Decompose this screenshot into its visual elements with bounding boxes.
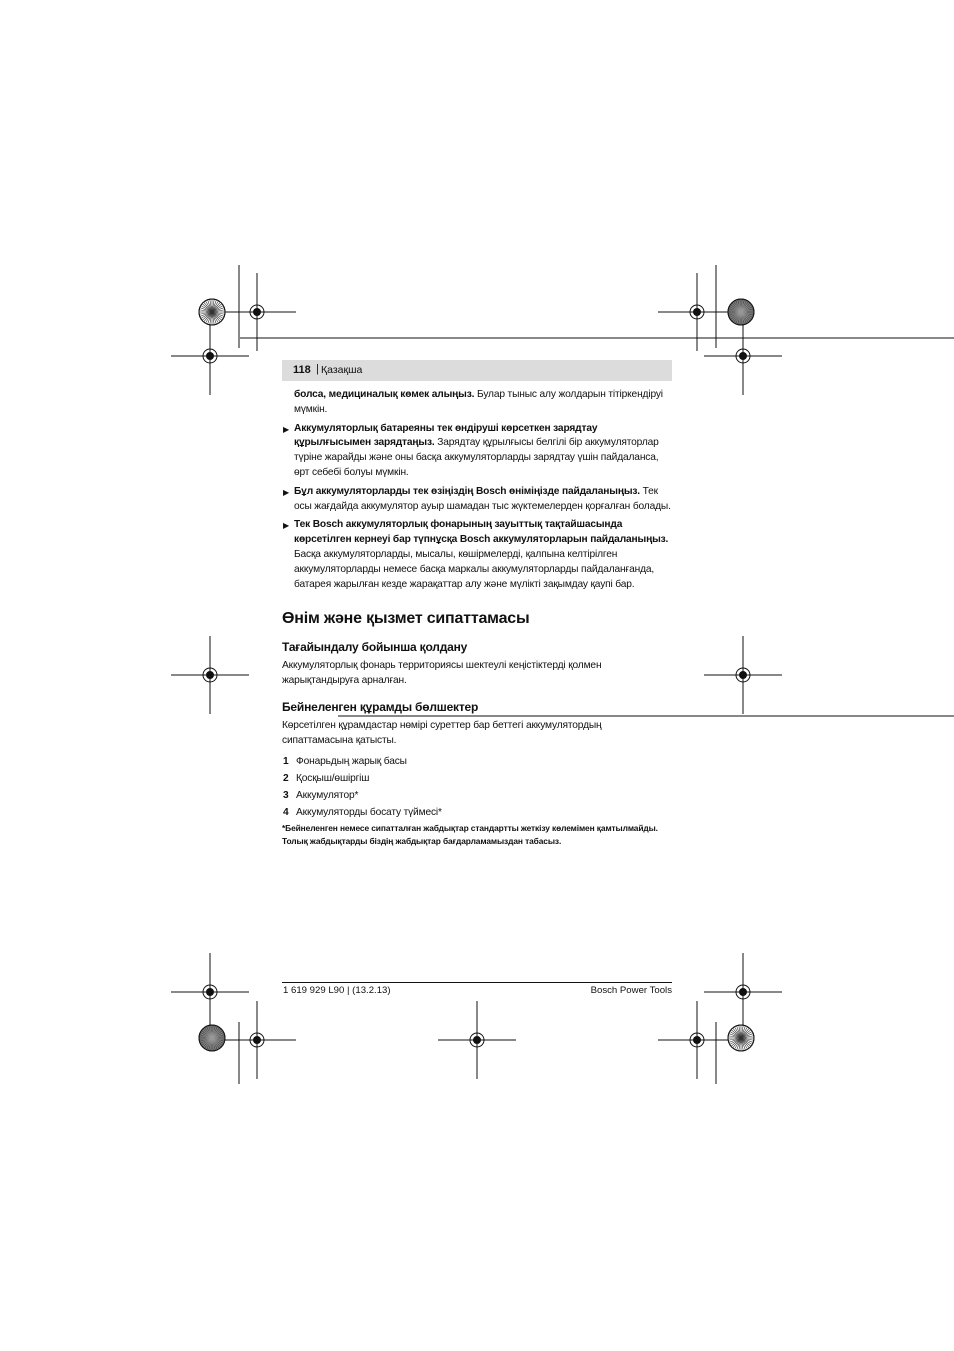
list-item [282, 755, 674, 770]
registration-mark-icon [218, 273, 296, 351]
list-item [282, 772, 674, 787]
registration-mark-icon [704, 636, 782, 714]
list-label: Аккумуляторды босату түймесі* [296, 806, 442, 818]
list-label: Қосқыш/өшіргіш [296, 772, 370, 784]
continuation-text: Булар тыныс алу жолдарын тітіркендіруі мүмкін. [294, 389, 663, 415]
list-item [282, 789, 674, 804]
section-title: Өнім және қызмет сипаттамасы [282, 610, 530, 628]
bullet-bold: Тек Bosch аккумуляторлық фонарының зауыттық тақтайшасында көрсетілген кернеуі бар түпнұсқа Bosch аккумуляторларын пайдаланыңыз. [294, 519, 669, 546]
parts-title: Бейнеленген құрамды бөлшектер [282, 699, 479, 714]
registration-mark-icon [658, 273, 736, 351]
continuation-paragraph [282, 388, 674, 418]
header-separator: | [316, 363, 319, 375]
footer-doc-number: 1 619 929 L90 | (13.2.13) [283, 985, 391, 996]
header-language: Қазақша [321, 364, 363, 376]
list-label: Фонарьдың жарық басы [296, 755, 407, 767]
registration-mark-icon [171, 317, 249, 395]
usage-title: Тағайындалу бойынша қолдану [282, 640, 468, 655]
bullet-text: Тек осы жағдайда аккумулятор ауыр шамадан тыс жүктемелерден қорғалған болады. [294, 485, 671, 512]
safety-bullet [282, 485, 674, 515]
triangle-right-icon: ▶ [283, 424, 290, 434]
list-label: Аккумулятор* [296, 789, 359, 801]
bullet-bold: Бұл аккумуляторларды тек өзіңіздің Bosch өніміңізде пайдаланыңыз. [294, 485, 640, 497]
registration-mark-icon [171, 636, 249, 714]
usage-text: Аккумуляторлық фонарь территориясы шектеулі кеңістіктерді қолмен жарықтандыруға арналған. [282, 660, 602, 687]
list-number: 1 [283, 755, 289, 767]
registration-mark-icon [658, 1001, 736, 1079]
triangle-right-icon: ▶ [283, 521, 290, 531]
registration-mark-icon [438, 1001, 516, 1079]
safety-bullet [282, 518, 674, 592]
bullet-text: Зарядтау құрылғысы белгілі бір аккумуляторлар түріне жарайды және оны басқа аккумуляторларды зарядтау үшін пайдаланса, өрт себебі болуы мүмкін. [294, 437, 659, 478]
triangle-right-icon: ▶ [283, 487, 290, 497]
footer-brand: Bosch Power Tools [590, 985, 672, 996]
registration-mark-icon [704, 953, 782, 1031]
list-number: 2 [283, 772, 289, 784]
color-wheel-icon [199, 1025, 225, 1051]
bullet-text: Басқа аккумуляторларды, мысалы, көшірмелерді, қалпына келтірілген аккумуляторларды немесе басқа маркалы аккумуляторларды пайдаланғанда, батарея жарылған кезде жарақаттар алу және мүлікті зақымдау қаупі бар. [294, 548, 655, 590]
list-number: 3 [283, 789, 289, 801]
color-wheel-icon [199, 299, 225, 325]
bullet-bold: Аккумуляторлық батареяны тек өндіруші көрсеткен зарядтау құрылғысымен зарядтаңыз. [294, 422, 598, 449]
color-wheel-icon [728, 1025, 754, 1051]
footer-rule [282, 982, 672, 983]
page-content [282, 388, 674, 848]
safety-bullet [282, 422, 674, 481]
page-header [282, 360, 672, 381]
footnote: *Бейнеленген немесе сипатталған жабдықтар стандартты жеткізу көлемімен қамтылмайды. Толық жабдықтарды біздің жабдықтар бағдарламамыздан табасыз. [282, 823, 658, 847]
list-number: 4 [283, 806, 289, 818]
color-wheel-icon [728, 299, 754, 325]
list-item [282, 806, 674, 821]
parts-intro: Көрсетілген құрамдастар нөмірі суреттер бар беттегі аккумулятордың сипаттамасына қатысты. [282, 719, 602, 746]
continuation-bold: болса, медициналық көмек алыңыз. [294, 389, 475, 400]
page-number: 118 [293, 364, 311, 376]
registration-mark-icon [171, 953, 249, 1031]
registration-mark-icon [218, 1001, 296, 1079]
